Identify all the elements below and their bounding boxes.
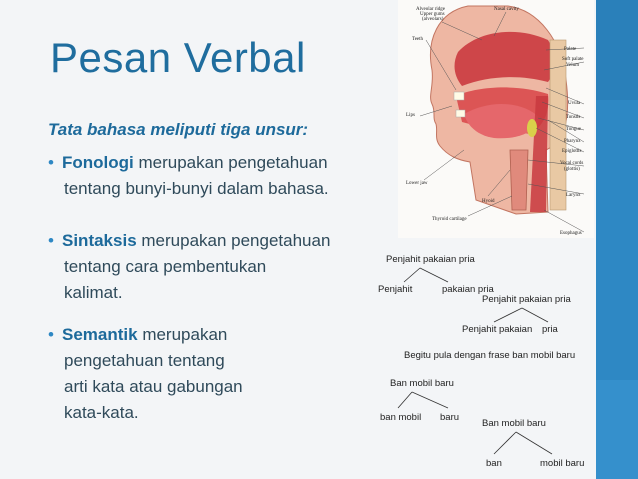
tree2-root: Penjahit pakaian pria (482, 294, 571, 305)
tree1-right: pakaian pria (442, 284, 494, 295)
accent-bar-top (596, 0, 638, 100)
tree2-right: pria (542, 324, 558, 335)
bullet-text: merupakan (137, 325, 228, 344)
label-vocal-cords: Vocal cords (560, 161, 584, 166)
accent-bar-bottom (596, 380, 638, 479)
label-larynx: Larynx (566, 193, 581, 198)
bullet-line: kata-kata. (64, 403, 139, 422)
bullet-keyword: Sintaksis (62, 231, 137, 250)
tree3-root: Ban mobil baru (390, 378, 454, 389)
tree-caption: Begitu pula dengan frase ban mobil baru (404, 350, 576, 361)
label-pharynx: Pharynx (564, 139, 581, 144)
bullet-text: merupakan pengetahuan (133, 153, 328, 172)
label-uvula: Uvula (568, 101, 581, 106)
bullet-dot: • (48, 231, 54, 250)
label-esophagus: Esophagus (560, 231, 582, 236)
tree4-root: Ban mobil baru (482, 418, 546, 429)
bullet-line: tentang bunyi-bunyi dalam bahasa. (64, 179, 329, 198)
tree4-left: ban (486, 458, 502, 469)
label-tongue: Tongue (566, 127, 581, 132)
phrase-tree-diagrams (376, 244, 594, 476)
bullet-keyword: Fonologi (62, 153, 134, 172)
content-heading: Tata bahasa meliputi tiga unsur: (48, 120, 309, 139)
bullet-fonologi (48, 150, 329, 202)
label-velum: Velum (566, 63, 580, 68)
bullet-line: kalimat. (64, 283, 123, 302)
label-alveolar-ridge: Alveolar ridge (416, 7, 446, 12)
bullet-keyword: Semantik (62, 325, 138, 344)
bullet-dot: • (48, 325, 54, 344)
bullet-semantik (48, 322, 243, 426)
label-soft-palate: Soft palate (562, 57, 584, 62)
tree1-root: Penjahit pakaian pria (386, 254, 475, 265)
tree4-right: mobil baru (540, 458, 585, 469)
bullet-line: tentang cara pembentukan (64, 257, 267, 276)
label-palate: Palate (564, 47, 577, 52)
label-upper-gums: Upper gums (420, 12, 445, 17)
label-alveolars: (alveolars) (422, 17, 444, 22)
label-epiglottis: Epiglottis (562, 149, 582, 154)
tree1-left: Penjahit (378, 284, 413, 295)
slide-title: Pesan Verbal (50, 34, 306, 81)
label-glottis: (glottis) (564, 167, 580, 172)
bullet-line: arti kata atau gabungan (64, 377, 243, 396)
label-lips: Lips (406, 113, 415, 118)
label-lower-jaw: Lower jaw (406, 181, 428, 186)
label-thyroid-cartilage: Thyroid cartilage (432, 217, 467, 222)
tree3-right: baru (440, 412, 460, 423)
bullet-line: pengetahuan tentang (64, 351, 225, 370)
label-nasal-cavity: Nasal cavity (494, 7, 519, 12)
bullet-sintaksis (48, 228, 330, 306)
bullet-text: merupakan pengetahuan (136, 231, 331, 250)
tree2-left: Penjahit pakaian (462, 324, 533, 335)
bullet-dot: • (48, 153, 54, 172)
label-tonsils: Tonsils (566, 115, 581, 120)
label-hyoid: Hyoid (482, 199, 495, 204)
label-teeth: Teeth (412, 37, 424, 42)
vocal-tract-diagram (398, 0, 594, 238)
tree3-left: ban mobil (380, 412, 422, 423)
